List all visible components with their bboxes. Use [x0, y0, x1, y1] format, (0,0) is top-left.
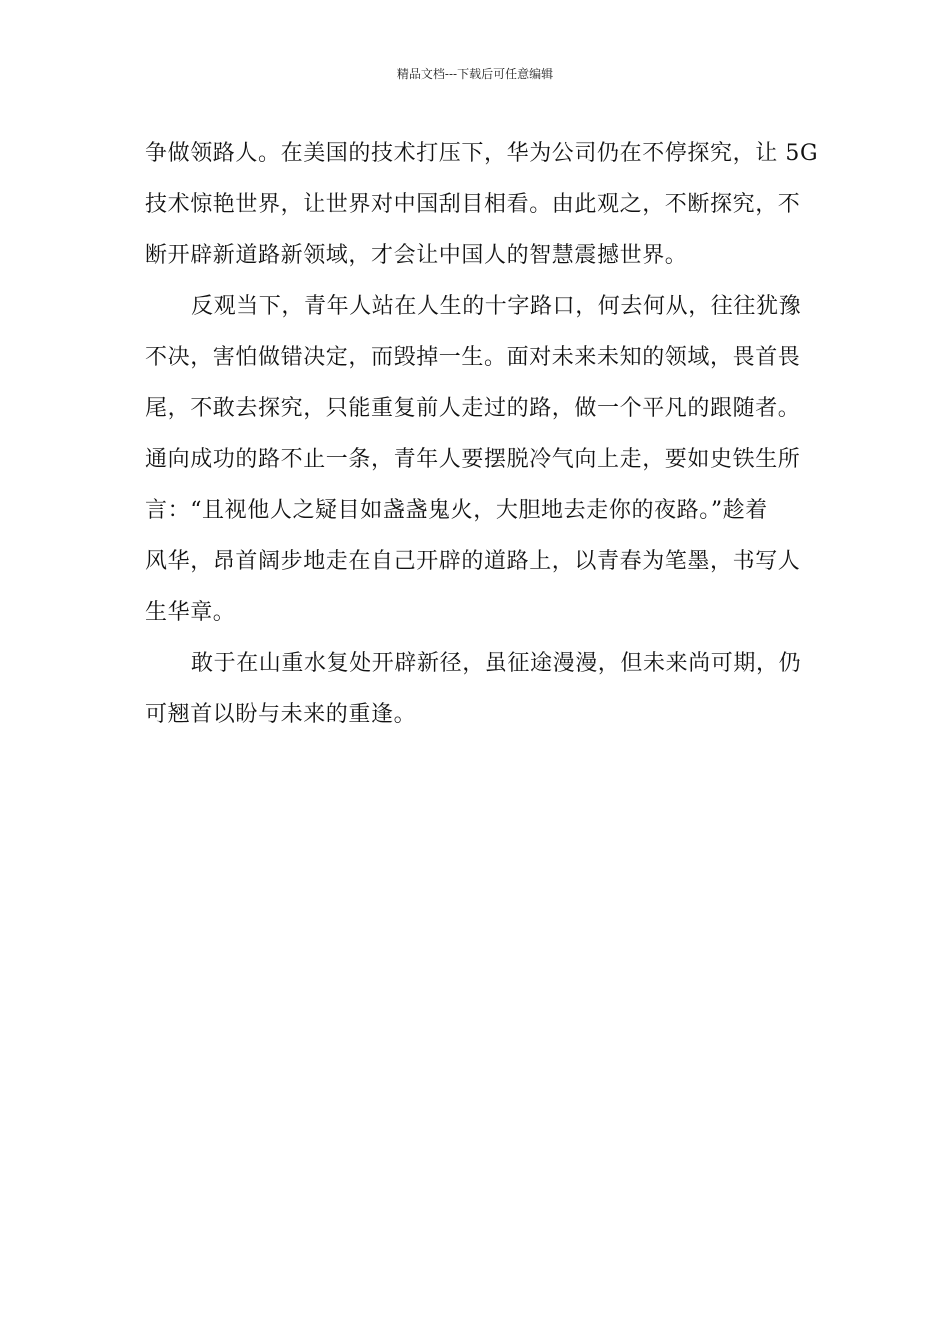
paragraph-1	[145, 128, 819, 281]
paragraph-line: 敢于在山重水复处开辟新径，虽征途漫漫，但未来尚可期，仍	[191, 651, 802, 676]
paragraph-line: 断开辟新道路新领域，才会让中国人的智慧震撼世界。	[145, 243, 688, 268]
paragraph-line: 可翘首以盼与未来的重逢。	[145, 702, 417, 727]
document-body	[145, 128, 819, 740]
paragraph-line: 风华，昂首阔步地走在自己开辟的道路上，以青春为笔墨，书写人	[145, 549, 801, 574]
page-header: 精品文档---下载后可任意编辑	[396, 67, 554, 81]
paragraph-line: 技术惊艳世界，让世界对中国刮目相看。由此观之，不断探究，不	[145, 192, 801, 217]
paragraph-line: 言：“且视他人之疑目如盏盏鬼火，大胆地去走你的夜路。”趁着	[145, 498, 768, 523]
paragraph-line: 反观当下，青年人站在人生的十字路口，何去何从，往往犹豫	[191, 294, 802, 319]
paragraph-line: 尾，不敢去探究，只能重复前人走过的路，做一个平凡的跟随者。	[145, 396, 801, 421]
paragraph-2	[145, 281, 815, 638]
paragraph-line: 通向成功的路不止一条，青年人要摆脱冷气向上走，要如史铁生所	[145, 447, 801, 472]
paragraph-line: 不决，害怕做错决定，而毁掉一生。面对未来未知的领域，畏首畏	[145, 345, 801, 370]
paragraph-line: 生华章。	[145, 600, 236, 625]
paragraph-line: 争做领路人。在美国的技术打压下，华为公司仍在不停探究，让 5G	[145, 141, 819, 166]
paragraph-3	[145, 638, 815, 740]
